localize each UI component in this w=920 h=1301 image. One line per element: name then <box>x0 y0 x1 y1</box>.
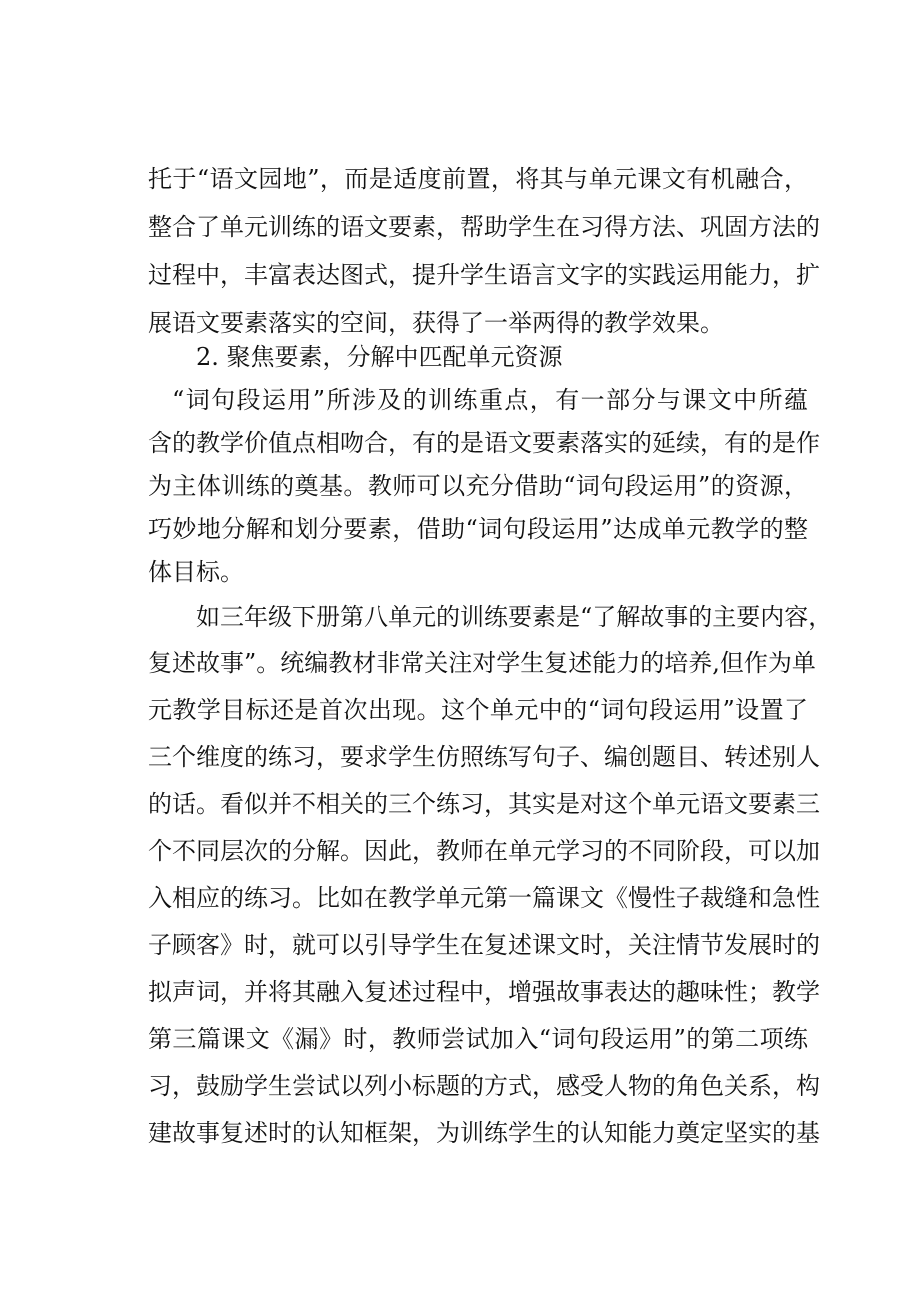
text-line: 体目标。 <box>148 558 244 586</box>
text-line: 第三篇课文《漏》时，教师尝试加入“词句段运用”的第二项练 <box>148 1025 808 1053</box>
text-line: 为主体训练的奠基。教师可以充分借助“词句段运用”的资源， <box>148 472 808 500</box>
text-line: 含的教学价值点相吻合，有的是语文要素落实的延续，有的是作 <box>148 429 820 457</box>
text-line: 过程中，丰富表达图式，提升学生语言文字的实践运用能力，扩 <box>148 261 820 289</box>
text-line: 三个维度的练习，要求学生仿照练写句子、编创题目、转述别人 <box>148 743 820 771</box>
text-line: 习，鼓励学生尝试以列小标题的方式，感受人物的角色关系，构 <box>148 1072 820 1100</box>
text-line: 的话。看似并不相关的三个练习，其实是对这个单元语文要素三 <box>148 790 820 818</box>
text-line: 如三年级下册第八单元的训练要素是“了解故事的主要内容， <box>196 603 833 631</box>
text-line: 整合了单元训练的语文要素，帮助学生在习得方法、巩固方法的 <box>148 213 820 241</box>
text-line: 子顾客》时，就可以引导学生在复述课文时，关注情节发展时的 <box>148 931 820 959</box>
section-heading: 2. 聚焦要素，分解中匹配单元资源 <box>196 343 563 371</box>
text-line: 元教学目标还是首次出现。这个单元中的“词句段运用”设置了 <box>148 696 808 724</box>
text-line: “词句段运用”所涉及的训练重点，有一部分与课文中所蕴 <box>172 386 808 414</box>
text-line: 入相应的练习。比如在教学单元第一篇课文《慢性子裁缝和急性 <box>148 884 820 912</box>
text-line: 巧妙地分解和划分要素，借助“词句段运用”达成单元教学的整 <box>148 515 808 543</box>
text-line: 托于“语文园地”，而是适度前置，将其与单元课文有机融合， <box>148 165 808 193</box>
text-line: 个不同层次的分解。因此，教师在单元学习的不同阶段，可以加 <box>148 837 820 865</box>
text-line: 拟声词，并将其融入复述过程中，增强故事表达的趣味性；教学 <box>148 978 820 1006</box>
text-line: 展语文要素落实的空间，获得了一举两得的教学效果。 <box>148 309 724 337</box>
text-line: 复述故事”。统编教材非常关注对学生复述能力的培养,但作为单 <box>148 649 816 677</box>
text-line: 建故事复述时的认知框架，为训练学生的认知能力奠定坚实的基 <box>148 1119 820 1147</box>
